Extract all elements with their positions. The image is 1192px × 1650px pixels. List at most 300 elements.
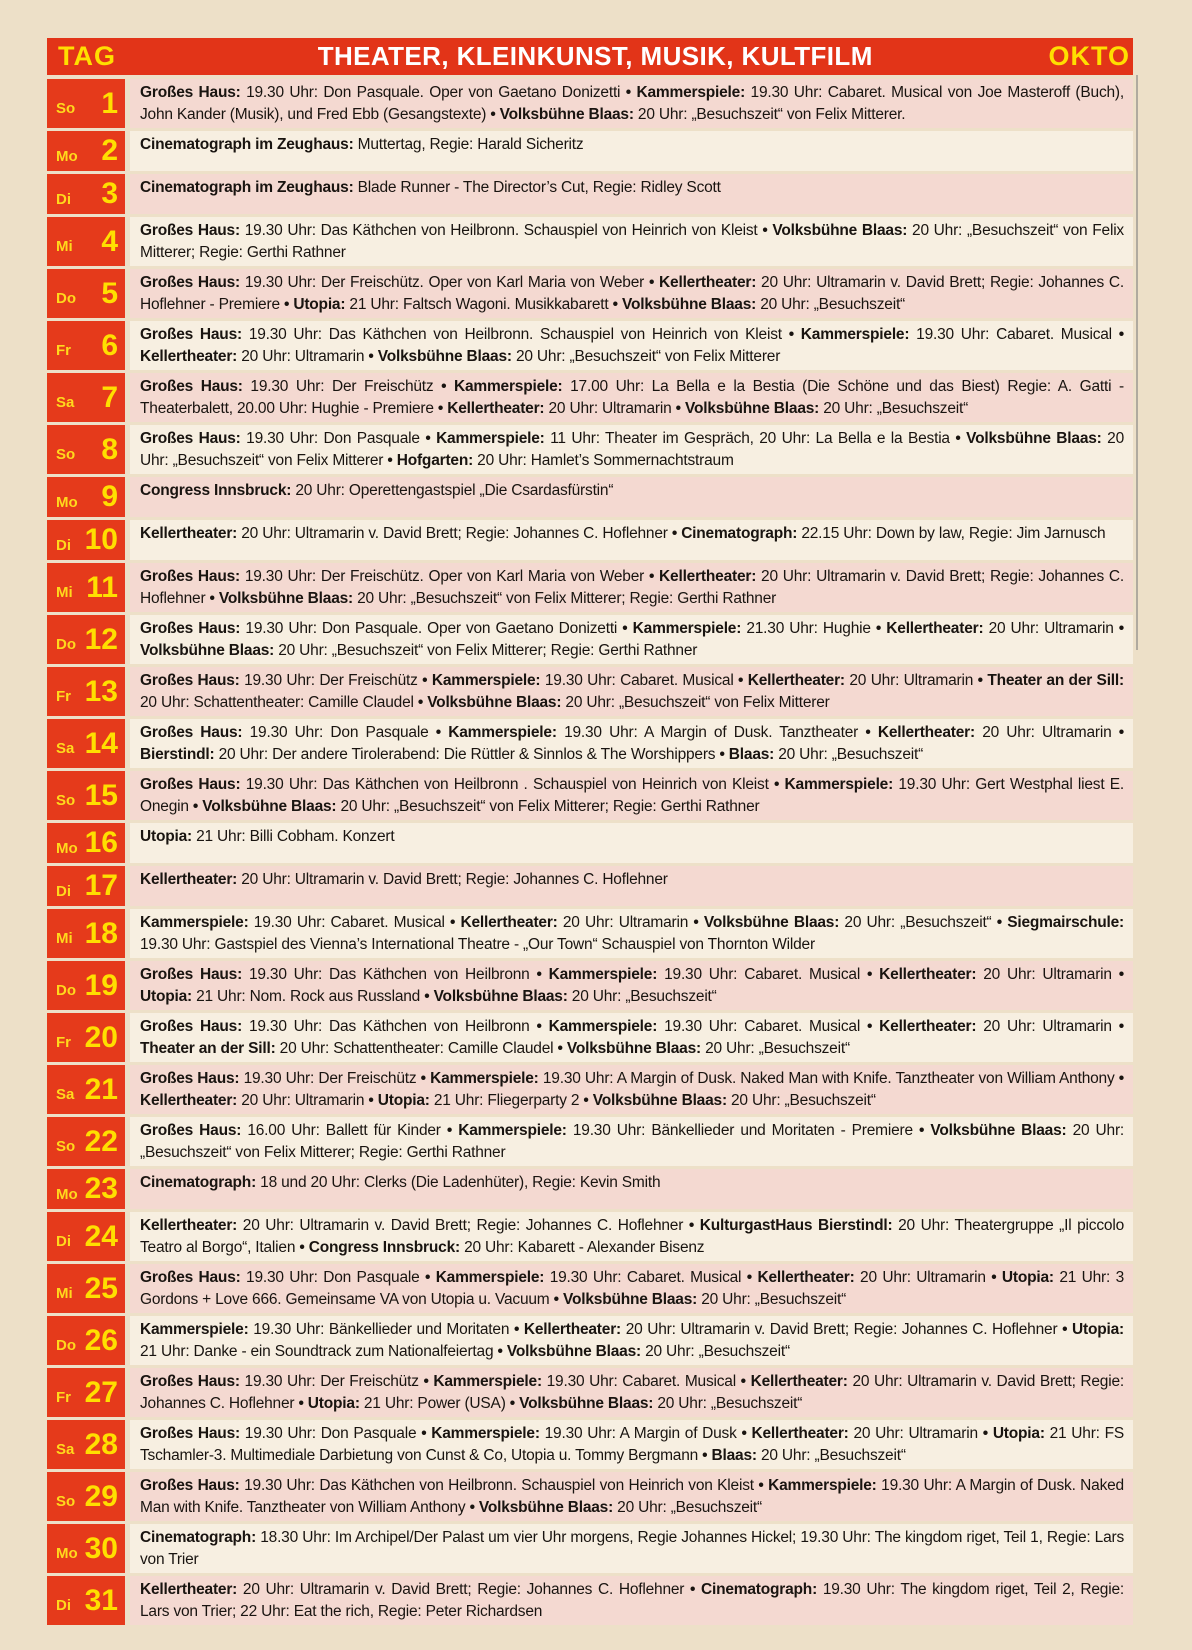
day-abbr: Mo [56, 1545, 78, 1562]
bullet-separator: • [753, 1477, 769, 1494]
day-abbr: Mo [56, 147, 78, 165]
day-badge [47, 79, 125, 128]
bullet-separator: • [416, 1425, 432, 1442]
day-number: 18 [84, 916, 118, 950]
event-details: 22.15 Uhr: Down by law, Regie: Jim Jarnusch [801, 525, 1106, 542]
event-text [130, 1169, 1133, 1209]
event-details: 21 Uhr: 3 Gordons + Love 666. Gemeinsame VA von Utopia u. Vacuum [140, 1269, 1124, 1308]
bullet-separator: • [549, 1290, 563, 1308]
venue-name: Utopia: [1072, 1321, 1125, 1338]
day-badge [47, 1316, 125, 1365]
day-abbr: Sa [56, 740, 75, 757]
event-details: 20 Uhr: Ultramarin [849, 672, 974, 689]
event-details: 17.00 Uhr: La Bella e la Bestia (Die Schöne und das Biest) Regie: A. Gatti - Theaterbalett, 20.00 Uhr: Hughie - Premiere [140, 378, 1124, 417]
venue-name: Volksbühne Blaas: [506, 1342, 641, 1360]
bullet-separator: • [486, 105, 500, 123]
event-details: 19.30 Uhr: Das Käthchen von Heilbronn. Schauspiel von Heinrich von Kleist [244, 1477, 754, 1494]
venue-name: Cinematograph: [701, 1581, 818, 1598]
event-row-19 [47, 961, 1133, 1010]
event-details: 20 Uhr: „Besuchszeit“ von Felix Mitterer; Regie: Gerthi Rathner [140, 1122, 1125, 1161]
event-details: 19.30 Uhr: Cabaret. Musical von Joe Masteroff (Buch), John Kander (Musik), und Fred Ebb (Gesangstexte) [140, 84, 1124, 123]
venue-name: Großes Haus: [140, 326, 242, 343]
bullet-separator: • [768, 776, 785, 793]
bullet-separator: • [858, 724, 878, 741]
page-title: THEATER, KLEINKUNST, MUSIK, KULTFILM [317, 41, 873, 71]
day-badge [47, 1368, 125, 1417]
day-number: 6 [101, 328, 118, 362]
bullet-separator: • [620, 84, 637, 101]
day-badge [47, 667, 125, 716]
event-text [130, 1524, 1133, 1573]
venue-name: Congress Innsbruck: [140, 482, 292, 499]
venue-name: Volksbühne Blaas: [592, 1091, 727, 1109]
day-badge [47, 823, 125, 863]
event-details: Blade Runner - The Director’s Cut, Regie: Ridley Scott [357, 179, 721, 196]
venue-name: Großes Haus: [140, 1122, 242, 1139]
day-badge [47, 174, 125, 214]
event-text [130, 961, 1133, 1010]
event-row-23 [47, 1169, 1133, 1209]
event-details: 20 Uhr: Ultramarin [983, 966, 1112, 983]
venue-name: Kellertheater: [659, 274, 757, 291]
event-details: 20 Uhr: Ultramarin [241, 1091, 365, 1109]
event-details: 20 Uhr: Ultramarin v. David Brett; Regie: Johannes C. Hoflehner [242, 1217, 684, 1234]
event-details: 19.30 Uhr: A Margin of Dusk [544, 1425, 737, 1442]
event-text [130, 477, 1133, 517]
event-details: 20 Uhr: „Besuchszeit“ von Felix Mitterer [140, 430, 1124, 469]
venue-name: Großes Haus: [140, 1373, 240, 1390]
day-number: 23 [84, 1172, 118, 1205]
venue-name: Kammerspiele: [632, 620, 742, 637]
bullet-separator: • [413, 693, 428, 711]
event-details: 20 Uhr: Ultramarin [562, 914, 689, 931]
event-details: 19.30 Uhr: Das Käthchen von Heilbronn. Schauspiel von Heinrich von Kleist [248, 326, 782, 343]
day-number: 3 [101, 177, 118, 210]
venue-name: Kellertheater: [750, 1373, 848, 1390]
event-details: 18 und 20 Uhr: Clerks (Die Ladenhüter), Regie: Kevin Smith [260, 1174, 661, 1191]
event-details: 20 Uhr: Ultramarin v. David Brett; Regie: Johannes C. Hoflehner [140, 568, 1124, 607]
event-row-27 [47, 1368, 1133, 1417]
event-details: 21 Uhr: Danke - ein Soundtrack zum Nationalfeiertag [140, 1342, 494, 1360]
bullet-separator: • [553, 1039, 567, 1057]
event-details: 18.30 Uhr: Im Archipel/Der Palast um vier Uhr morgens, Regie Johannes Hickel; 19.30 Uhr: The kingdom riget, Teil 1, Regie: Lars von Trier [140, 1529, 1125, 1568]
venue-name: Kellertheater: [751, 1425, 849, 1442]
event-text [130, 1576, 1133, 1625]
venue-name: Volksbühne Blaas: [966, 430, 1102, 447]
venue-name: Hofgarten: [396, 451, 474, 469]
event-row-9 [47, 477, 1133, 517]
venue-name: Kellertheater: [140, 1091, 238, 1109]
day-badge [47, 1420, 125, 1469]
bullet-separator: • [294, 1394, 308, 1412]
event-details: 20 Uhr: Ultramarin [241, 347, 365, 365]
bullet-separator: • [1111, 326, 1124, 343]
bullet-separator: • [1113, 620, 1124, 637]
venue-name: Volksbühne Blaas: [218, 589, 353, 607]
bullet-separator: • [505, 1394, 520, 1412]
venue-name: Utopia: [293, 295, 346, 313]
bullet-separator: • [985, 1269, 1002, 1286]
event-details: 20 Uhr: Schattentheater: Camille Claudel [140, 693, 414, 711]
event-row-10 [47, 520, 1133, 560]
event-details: 19.30 Uhr: Cabaret. Musical [664, 1018, 861, 1035]
venue-name: Großes Haus: [140, 568, 240, 585]
event-details: 20 Uhr: Theatergruppe „Il piccolo Teatro al Borgo“, Italien [140, 1217, 1124, 1256]
event-details: 19.30 Uhr: Der Freischütz [244, 672, 418, 689]
day-number: 14 [84, 726, 118, 760]
event-row-12 [47, 615, 1133, 664]
event-text [130, 321, 1133, 370]
day-number: 28 [84, 1427, 118, 1461]
day-abbr: So [56, 446, 76, 463]
event-row-28 [47, 1420, 1133, 1469]
venue-name: Großes Haus: [140, 672, 240, 689]
venue-name: Großes Haus: [140, 966, 243, 983]
event-details: 19.30 Uhr: Don Pasquale [246, 1269, 420, 1286]
venue-name: Kellertheater: [460, 914, 558, 931]
event-text [130, 719, 1133, 768]
venue-name: Kellertheater: [523, 1321, 621, 1338]
venue-name: Kammerspiele: [548, 1018, 658, 1035]
event-text [130, 1212, 1133, 1261]
event-details: 20 Uhr: „Besuchszeit“ [571, 987, 717, 1005]
event-details: 19.30 Uhr: Gastspiel des Vienna’s International Theatre - „Our Town“ Schauspiel von Thornton Wilder [140, 935, 815, 953]
day-badge [47, 217, 125, 266]
event-row-3 [47, 174, 1133, 214]
venue-name: Bierstindl: [140, 745, 215, 763]
day-number: 30 [84, 1531, 118, 1565]
bullet-separator: • [383, 451, 397, 469]
day-abbr: Mo [56, 493, 78, 511]
day-number: 27 [84, 1375, 118, 1409]
event-text [130, 1316, 1133, 1365]
event-row-22 [47, 1117, 1133, 1166]
day-number: 5 [101, 276, 118, 310]
venue-name: Theater an der Sill: [140, 1039, 276, 1057]
day-number: 2 [101, 134, 118, 167]
day-number: 17 [84, 869, 118, 902]
venue-name: Volksbühne Blaas: [685, 399, 820, 417]
event-details: 19.30 Uhr: Der Freischütz. Oper von Karl Maria von Weber [244, 274, 645, 291]
bullet-separator: • [417, 672, 432, 689]
venue-name: Siegmairschule: [1007, 914, 1124, 931]
day-badge [47, 563, 125, 612]
event-text [130, 771, 1133, 820]
event-details: 20 Uhr: Ultramarin [983, 1018, 1112, 1035]
venue-name: Großes Haus: [140, 1477, 240, 1494]
event-details: 20 Uhr: Schattentheater: Camille Claudel [279, 1039, 554, 1057]
bullet-separator: • [684, 1581, 701, 1598]
venue-name: Großes Haus: [140, 1070, 240, 1087]
day-abbr: Di [56, 1597, 71, 1614]
event-details: 20 Uhr: „Besuchszeit“ von Felix Mitterer [565, 693, 830, 711]
bullet-separator: • [433, 378, 454, 395]
venue-name: Utopia: [1001, 1269, 1054, 1286]
venue-name: Kellertheater: [747, 672, 845, 689]
day-abbr: Do [56, 290, 76, 307]
event-text [130, 667, 1133, 716]
day-badge [47, 771, 125, 820]
venue-name: Kellertheater: [140, 1581, 238, 1598]
event-details: 21 Uhr: FS Tschamler-3. Multimediale Darbietung von Cunst & Co, Utopia u. Tommy Bergmann [140, 1425, 1124, 1464]
venue-name: Großes Haus: [140, 724, 243, 741]
day-badge [47, 909, 125, 958]
venue-name: Kammerspiele: [436, 430, 545, 447]
venue-name: Utopia: [140, 828, 192, 845]
event-details: 20 Uhr: Ultramarin [860, 1269, 986, 1286]
venue-name: Kammerspiele: [140, 914, 249, 931]
venue-name: Großes Haus: [140, 620, 241, 637]
event-details: 20 Uhr: Ultramarin v. David Brett; Regie: Johannes C. Hoflehner [241, 871, 668, 888]
event-row-13 [47, 667, 1133, 716]
venue-name: Volksbühne Blaas: [621, 295, 757, 313]
bullet-separator: • [440, 1122, 459, 1139]
venue-name: Kammerspiele: [140, 1321, 249, 1338]
event-details: 19.30 Uhr: Der Freischütz [243, 1070, 417, 1087]
event-details: 20 Uhr: Operettengastspiel „Die Csardasfürstin“ [295, 482, 614, 499]
day-number: 1 [101, 86, 118, 120]
venue-name: Kellertheater: [757, 1269, 855, 1286]
day-abbr: Mi [56, 1285, 73, 1302]
bullet-separator: • [949, 430, 967, 447]
day-number: 7 [101, 380, 118, 414]
event-details: 20 Uhr: Ultramarin v. David Brett; Regie: Johannes C. Hoflehner [625, 1321, 1058, 1338]
venue-name: Kammerspiele: [800, 326, 910, 343]
event-text [130, 909, 1133, 958]
event-details: 19.30 Uhr: Das Käthchen von Heilbronn [248, 966, 530, 983]
day-abbr: Mi [56, 584, 73, 601]
day-number: 24 [84, 1219, 118, 1253]
venue-name: Kammerspiele: [548, 966, 658, 983]
venue-name: Großes Haus: [140, 1269, 241, 1286]
day-badge [47, 1524, 125, 1573]
event-details: Muttertag, Regie: Harald Sicheritz [357, 136, 584, 153]
event-text [130, 373, 1133, 422]
bullet-separator: • [428, 724, 449, 741]
bullet-separator: • [741, 1269, 758, 1286]
bullet-separator: • [860, 1018, 880, 1035]
day-abbr: Sa [56, 394, 75, 411]
bullet-separator: • [870, 620, 887, 637]
bullet-separator: • [973, 672, 988, 689]
bullet-separator: • [1111, 724, 1125, 741]
event-text [130, 563, 1133, 612]
venue-name: Volksbühne Blaas: [562, 1290, 698, 1308]
day-number: 8 [101, 432, 118, 466]
venue-name: Blaas: [711, 1446, 757, 1464]
event-details: 20 Uhr: „Besuchszeit“ [701, 1290, 847, 1308]
event-details: 21.30 Uhr: Hughie [746, 620, 871, 637]
event-details: 19.30 Uhr: Der Freischütz [244, 1373, 419, 1390]
venue-name: Kellertheater: [140, 347, 238, 365]
event-text [130, 1420, 1133, 1469]
bullet-separator: • [1111, 1018, 1124, 1035]
venue-name: Volksbühne Blaas: [202, 797, 337, 815]
event-row-30 [47, 1524, 1133, 1573]
venue-name: Volksbühne Blaas: [703, 914, 840, 931]
venue-name: Kammerspiele: [448, 724, 557, 741]
event-details: 20 Uhr: „Besuchszeit“ [657, 1394, 803, 1412]
event-details: 20 Uhr: „Besuchszeit“ [778, 745, 924, 763]
event-details: 20 Uhr: Ultramarin [548, 399, 672, 417]
event-details: 11 Uhr: Theater im Gespräch, 20 Uhr: La Bella e la Bestia [550, 430, 950, 447]
bullet-separator: • [735, 1373, 751, 1390]
day-abbr: Mo [56, 1185, 78, 1203]
venue-name: Kammerspiele: [431, 1425, 540, 1442]
venue-name: Kellertheater: [877, 724, 975, 741]
day-abbr: Do [56, 982, 76, 999]
event-details: 21 Uhr: Billi Cobham. Konzert [196, 828, 395, 845]
event-row-7 [47, 373, 1133, 422]
day-badge [47, 477, 125, 517]
day-badge [47, 1013, 125, 1062]
event-details: 20 Uhr: „Besuchszeit“ [617, 1498, 762, 1516]
day-column-header: TAG [58, 41, 116, 71]
venue-name: KulturgastHaus Bierstindl: [699, 1217, 893, 1234]
event-details: 19.30 Uhr: Cabaret. Musical [546, 1373, 736, 1390]
venue-name: Volksbühne Blaas: [427, 693, 562, 711]
day-number: 11 [86, 570, 118, 604]
bullet-separator: • [1114, 1070, 1124, 1087]
venue-name: Großes Haus: [140, 430, 241, 447]
day-badge [47, 520, 125, 560]
venue-name: Kellertheater: [879, 966, 977, 983]
bullet-separator: • [279, 295, 294, 313]
event-row-26 [47, 1316, 1133, 1365]
bullet-separator: • [509, 1321, 524, 1338]
event-text [130, 1013, 1133, 1062]
bullet-separator: • [188, 797, 203, 815]
venue-name: Kellertheater: [140, 1217, 238, 1234]
event-details: 20 Uhr: „Besuchszeit“ von Felix Mitterer; Regie: Gerthi Rathner [278, 641, 698, 659]
day-abbr: Do [56, 1337, 76, 1354]
event-row-16 [47, 823, 1133, 863]
event-details: 19.30 Uhr: Der Freischütz. Oper von Karl Maria von Weber [244, 568, 645, 585]
event-details: 19.30 Uhr: Cabaret. Musical [544, 672, 734, 689]
day-badge [47, 1264, 125, 1313]
bullet-separator: • [977, 1425, 993, 1442]
bullet-separator: • [579, 1091, 593, 1109]
venue-name: Großes Haus: [140, 222, 240, 239]
event-details: 20 Uhr: „Besuchszeit“ [705, 1039, 850, 1057]
event-details: 19.30 Uhr: Don Pasquale [246, 430, 420, 447]
event-details: 19.30 Uhr: Cabaret. Musical [549, 1269, 742, 1286]
event-details: 16.00 Uhr: Ballett für Kinder [247, 1122, 441, 1139]
event-row-4 [47, 217, 1133, 266]
day-number: 9 [101, 480, 118, 513]
bullet-separator: • [1057, 1321, 1073, 1338]
day-number: 16 [84, 826, 118, 859]
event-details: 20 Uhr: Ultramarin [988, 620, 1114, 637]
event-text [130, 217, 1133, 266]
bullet-separator: • [736, 1425, 752, 1442]
event-details: 19.30 Uhr: Cabaret. Musical [916, 326, 1112, 343]
event-text [130, 1065, 1133, 1114]
event-row-6 [47, 321, 1133, 370]
event-text [130, 1264, 1133, 1313]
bullet-separator: • [419, 430, 437, 447]
day-badge [47, 269, 125, 318]
day-badge [47, 131, 125, 171]
event-details: 21 Uhr: Power (USA) [363, 1394, 506, 1412]
venue-name: Kammerspiele: [768, 1477, 877, 1494]
venue-name: Großes Haus: [140, 274, 240, 291]
venue-name: Volksbühne Blaas: [499, 105, 634, 123]
day-number: 12 [84, 622, 118, 656]
venue-name: Kammerspiele: [431, 672, 541, 689]
program-page [47, 38, 1133, 1628]
event-details: 19.30 Uhr: Don Pasquale. Oper von Gaetano Donizetti [246, 84, 621, 101]
venue-name: Kellertheater: [659, 568, 757, 585]
event-details: 21 Uhr: Faltsch Wagoni. Musikkabarett [349, 295, 609, 313]
day-badge [47, 1169, 125, 1209]
bullet-separator: • [991, 914, 1008, 931]
venue-name: Großes Haus: [140, 84, 241, 101]
bullet-separator: • [1111, 966, 1124, 983]
venue-name: Utopia: [140, 987, 192, 1005]
bullet-separator: • [757, 222, 773, 239]
event-row-17 [47, 866, 1133, 906]
event-details: 20 Uhr: Ultramarin v. David Brett; Regie: Johannes C. Hoflehner - Premiere [140, 274, 1124, 313]
event-row-25 [47, 1264, 1133, 1313]
venue-name: Volksbühne Blaas: [377, 347, 512, 365]
day-abbr: Sa [56, 1086, 75, 1103]
bullet-separator: • [205, 589, 219, 607]
bullet-separator: • [493, 1342, 507, 1360]
venue-name: Utopia: [377, 1091, 430, 1109]
bullet-separator: • [733, 672, 748, 689]
event-details: 20 Uhr: „Besuchszeit“ von Felix Mitterer; Regie: Gerthi Rathner [340, 797, 760, 815]
event-details: 19.30 Uhr: Don Pasquale [249, 724, 429, 741]
venue-name: Congress Innsbruck: [308, 1238, 460, 1256]
venue-name: Volksbühne Blaas: [519, 1394, 654, 1412]
bullet-separator: • [444, 914, 461, 931]
day-badge [47, 615, 125, 664]
event-row-29 [47, 1472, 1133, 1521]
venue-name: Kellertheater: [140, 871, 238, 888]
venue-name: Kammerspiele: [458, 1122, 567, 1139]
event-details: 20 Uhr: Der andere Tirolerabend: Die Rüttler & Sinnlos & The Worshippers [218, 745, 716, 763]
event-details: 21 Uhr: Fliegerparty 2 [433, 1091, 580, 1109]
day-badge [47, 1065, 125, 1114]
event-details: 19.30 Uhr: Don Pasquale. Oper von Gaetano Donizetti [245, 620, 618, 637]
event-details: 19.30 Uhr: Das Käthchen von Heilbronn [248, 1018, 530, 1035]
event-details: 19.30 Uhr: Das Käthchen von Heilbronn . Schauspiel von Heinrich von Kleist [245, 776, 769, 793]
venue-name: Großes Haus: [140, 776, 241, 793]
event-row-2 [47, 131, 1133, 171]
event-details: 19.30 Uhr: A Margin of Dusk. Tanztheater [564, 724, 859, 741]
event-details: 20 Uhr: „Besuchszeit“ von Felix Mitterer [515, 347, 781, 365]
venue-name: Großes Haus: [140, 1425, 240, 1442]
event-details: 21 Uhr: Nom. Rock aus Russland [196, 987, 421, 1005]
venue-name: Utopia: [992, 1425, 1045, 1442]
day-abbr: Fr [56, 342, 71, 359]
event-text [130, 866, 1133, 906]
day-number: 26 [84, 1323, 118, 1357]
venue-name: Kammerspiele: [636, 84, 746, 101]
event-details: 20 Uhr: Kabarett - Alexander Bisenz [464, 1238, 705, 1256]
event-row-24 [47, 1212, 1133, 1261]
day-abbr: Di [56, 536, 71, 554]
event-details: 20 Uhr: Ultramarin v. David Brett; Regie: Johannes C. Hoflehner [140, 1373, 1124, 1412]
bullet-separator: • [912, 1122, 931, 1139]
day-badge [47, 719, 125, 768]
bullet-separator: • [671, 399, 685, 417]
event-details: 20 Uhr: Ultramarin [982, 724, 1112, 741]
bullet-separator: • [617, 620, 633, 637]
day-abbr: Do [56, 636, 76, 653]
day-number: 13 [84, 674, 118, 708]
